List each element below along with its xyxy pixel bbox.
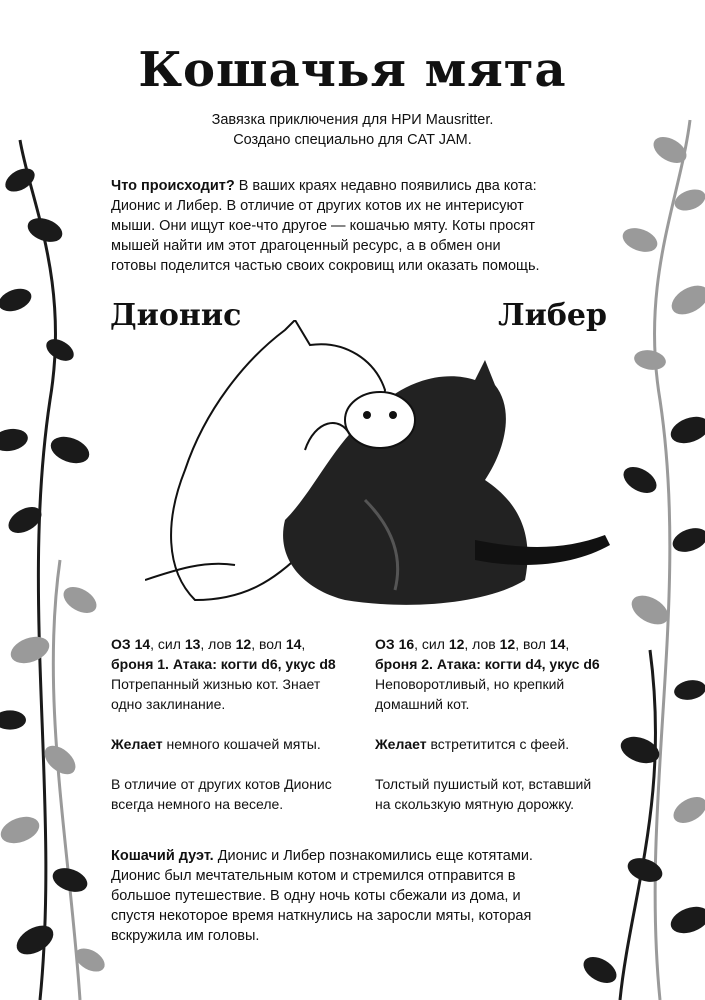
intro-line: готовы поделится частью своих сокровищ или оказать помощь. <box>111 258 540 274</box>
subtitle-line: Создано специально для CAT JAM. <box>233 132 472 148</box>
intro-lead: Что происходит? <box>111 178 235 194</box>
intro-line: мыши. Они ищут кое-что другое — кошачью мяту. Коты просят <box>111 218 536 234</box>
vine-stem <box>53 560 80 1000</box>
cats-illustration <box>145 320 615 610</box>
duet-lead: Кошачий дуэт. <box>111 848 214 864</box>
intro-paragraph <box>111 176 631 276</box>
armor-attack: броня 2. Атака: когти d4, укус d6 <box>375 656 600 672</box>
mint-leaf-icon <box>669 524 705 557</box>
intro-line: мышей найти им этот драгоценный ресурс, а в обмен они <box>111 238 501 254</box>
page-title: Кошачья мята <box>138 42 567 98</box>
mint-leaf-icon <box>12 920 59 961</box>
duet-paragraph: Кошачий дуэт. Дионис и Либер познакомились еще котятами. Дионис был мечтательным котом и стремился отправится в большое путешествие. В одну ночь коты сбежали из дома, и спустя некоторое время наткнулись на заросли мяты, которая вскружила им головы. <box>111 848 533 944</box>
mint-leaf-icon <box>47 432 93 468</box>
stat-block-liber: ОЗ 16, сил 12, лов 12, вол 14, броня 2. Атака: когти d4, укус d6 Неповоротливый, но крепкий домашний кот. Желает встретитится с феей. Толстый пушистый кот, вставший на скользкую мятную дорожку. <box>375 636 600 812</box>
mint-leaf-icon <box>0 285 34 316</box>
armor-attack: броня 1. Атака: когти d6, укус d8 <box>111 656 336 672</box>
mint-leaf-icon <box>59 582 101 619</box>
mint-leaf-icon <box>673 678 705 702</box>
stat-block-dionis: ОЗ 14, сил 13, лов 12, вол 14, броня 1. Атака: когти d6, укус d8 Потрепанный жизнью кот. Знает одно заклинание. Желает немного кошачей мяты. В отличие от других котов Дионис всегда немного на веселе. <box>111 636 336 812</box>
mint-leaf-icon <box>43 335 78 366</box>
mint-leaf-icon <box>7 632 53 668</box>
mint-leaf-icon <box>667 902 705 938</box>
mint-leaf-icon <box>0 426 30 454</box>
cat-name-liber: Либер <box>498 298 607 333</box>
mint-leaf-icon <box>579 952 621 989</box>
cat-name-dionis: Дионис <box>110 298 242 333</box>
subtitle-line: Завязка приключения для НРИ Mausritter. <box>211 112 494 128</box>
mint-leaf-icon <box>667 412 705 448</box>
mint-leaf-icon <box>0 812 43 848</box>
mint-leaf-icon <box>633 348 668 372</box>
vine-stem <box>20 140 56 1000</box>
mint-leaf-icon <box>619 462 661 499</box>
mint-leaf-icon <box>0 710 26 729</box>
mint-leaf-icon <box>667 280 705 321</box>
mint-leaf-icon <box>669 792 705 829</box>
intro-line: В ваших краях недавно появились два кота: <box>234 178 537 194</box>
intro-line: Дионис и Либер. В отличие от других котов их не интерисуют <box>111 198 524 214</box>
